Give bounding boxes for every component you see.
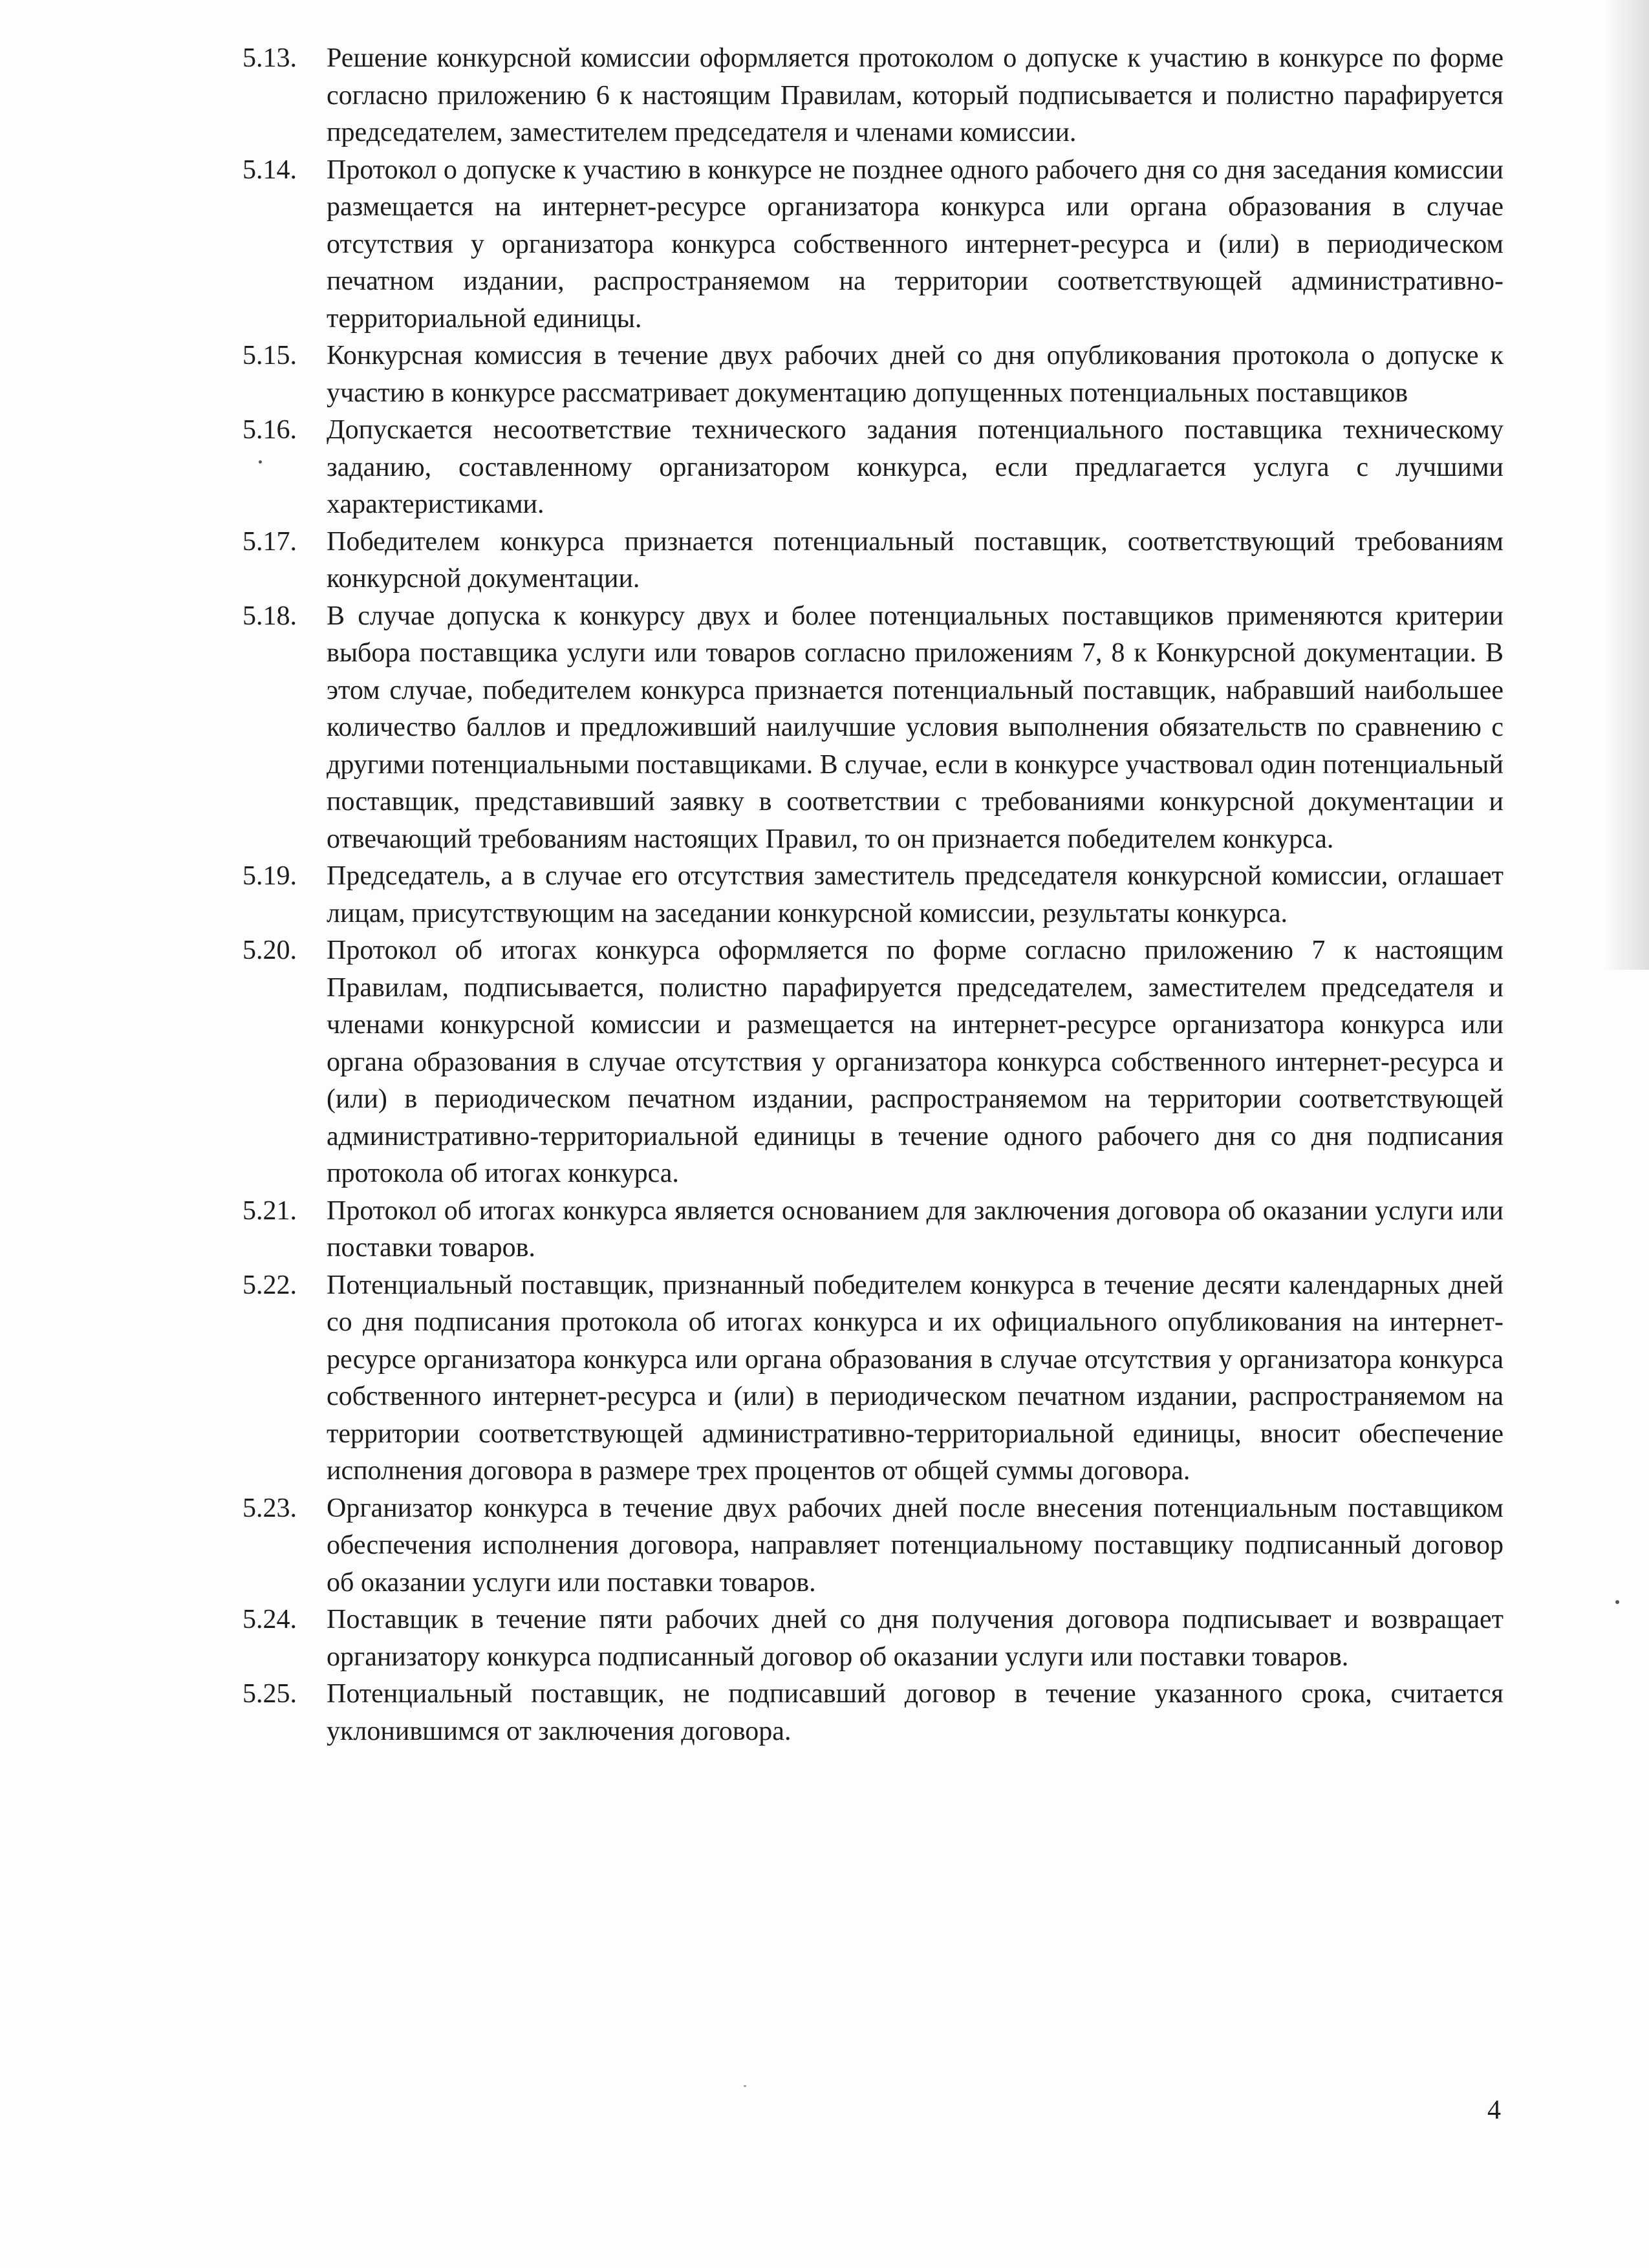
scan-edge-shadow — [1604, 0, 1649, 970]
clause-5-25 — [242, 1676, 1503, 1750]
clause-text: Допускается несоответствие технического задания потенциального поставщика техническому заданию, составленному организатором конкурса, если предлагается услуга с лучшими характеристиками. — [327, 415, 1503, 519]
clause-text: Потенциальный поставщик, признанный победителем конкурса в течение десяти календарных дней со дня подписания протокола об итогах конкурса и их официального опубликования на интернет-ресурсе организатора конкурса или органа образования в случае отсутствия у организатора конкурса собственного интернет-ресурса и (или) в периодическом печатном издании, распространяемом на территории соответствующей административно-территориальной единицы, вносит обеспечение исполнения договора в размере трех процентов от общей суммы договора. — [327, 1270, 1503, 1486]
page-number: 4 — [1487, 2095, 1501, 2125]
clause-number: 5.25. — [242, 1679, 297, 1709]
clause-5-18 — [242, 598, 1503, 859]
clause-number: 5.15. — [242, 341, 297, 370]
clause-5-20 — [242, 932, 1503, 1193]
clause-text: Протокол о допуске к участию в конкурсе не позднее одного рабочего дня со дня заседания комиссии размещается на интернет-ресурсе организатора конкурса или органа образования в случае отсутствия у организатора конкурса собственного интернет-ресурса и (или) в периодическом печатном издании, распространяемом на территории соответствующей административно-территориальной единицы. — [327, 155, 1503, 334]
clause-number: 5.19. — [242, 861, 297, 891]
clause-number: 5.24. — [242, 1605, 297, 1634]
clause-5-21 — [242, 1193, 1503, 1267]
clause-text: Протокол об итогах конкурса является основанием для заключения договора об оказании услуги или поставки товаров. — [327, 1195, 1503, 1263]
clause-number: 5.22. — [242, 1270, 297, 1300]
clause-5-13 — [242, 40, 1503, 152]
clause-number: 5.16. — [242, 415, 297, 445]
clause-text: Протокол об итогах конкурса оформляется по форме согласно приложению 7 к настоящим Правилам, подписывается, полистно парафируется председателем, заместителем председателя и членами конкурсной комиссии и размещается на интернет-ресурсе организатора конкурса или органа образования в случае отсутствия у организатора конкурса собственного интернет-ресурса и (или) в периодическом печатном издании, распространяемом на территории соответствующей административно-территориальной единицы в течение одного рабочего дня со дня подписания протокола об итогах конкурса. — [327, 936, 1503, 1188]
clause-text: Председатель, а в случае его отсутствия заместитель председателя конкурсной комиссии, оглашает лицам, присутствующим на заседании конкурсной комиссии, результаты конкурса. — [327, 861, 1503, 928]
clause-text: Конкурсная комиссия в течение двух рабочих дней со дня опубликования протокола о допуске к участию в конкурсе рассматривает документацию допущенных потенциальных поставщиков — [327, 341, 1503, 408]
clause-text: Победителем конкурса признается потенциальный поставщик, соответствующий требованиям конкурсной документации. — [327, 526, 1503, 594]
clause-5-15 — [242, 337, 1503, 412]
clause-number: 5.20. — [242, 936, 297, 965]
scan-speck — [259, 460, 262, 464]
clause-text: Организатор конкурса в течение двух рабочих дней после внесения потенциальным поставщиком обеспечения исполнения договора, направляет потенциальному поставщику подписанный договор об оказании услуги или поставки товаров. — [327, 1493, 1503, 1598]
clause-text: Потенциальный поставщик, не подписавший договор в течение указанного срока, считается уклонившимся от заключения договора. — [327, 1679, 1503, 1746]
clause-number: 5.21. — [242, 1195, 297, 1226]
document-body — [242, 40, 1503, 1750]
clause-5-17 — [242, 524, 1503, 598]
scan-speck — [744, 2085, 746, 2087]
clause-number: 5.18. — [242, 601, 297, 631]
clause-text: В случае допуска к конкурсу двух и более потенциальных поставщиков применяются критерии выбора поставщика услуги или товаров согласно приложениям 7, 8 к Конкурсной документации. В этом случае, победителем конкурса признается потенциальный поставщик, набравший наибольшее количество баллов и предложивший наилучшие условия выполнения обязательств по сравнению с другими потенциальными поставщиками. В случае, если в конкурсе участвовал один потенциальный поставщик, представивший заявку в соответствии с требованиями конкурсной документации и отвечающий требованиям настоящих Правил, то он признается победителем конкурса. — [327, 601, 1503, 854]
clause-text: Решение конкурсной комиссии оформляется протоколом о допуске к участию в конкурсе по форме согласно приложению 6 к настоящим Правилам, который подписывается и полистно парафируется председателем, заместителем председателя и членами комиссии. — [327, 43, 1503, 147]
clause-number: 5.13. — [242, 43, 297, 73]
clause-5-24 — [242, 1601, 1503, 1676]
clause-5-22 — [242, 1267, 1503, 1490]
clause-5-16 — [242, 412, 1503, 524]
clause-number: 5.14. — [242, 155, 297, 185]
clause-5-23 — [242, 1490, 1503, 1602]
scan-speck — [1615, 1600, 1619, 1604]
clause-text: Поставщик в течение пяти рабочих дней со дня получения договора подписывает и возвращает организатору конкурса подписанный договор об оказании услуги или поставки товаров. — [327, 1605, 1503, 1672]
clause-number: 5.23. — [242, 1493, 297, 1523]
clause-number: 5.17. — [242, 526, 297, 557]
clause-5-19 — [242, 858, 1503, 932]
clause-5-14 — [242, 152, 1503, 338]
